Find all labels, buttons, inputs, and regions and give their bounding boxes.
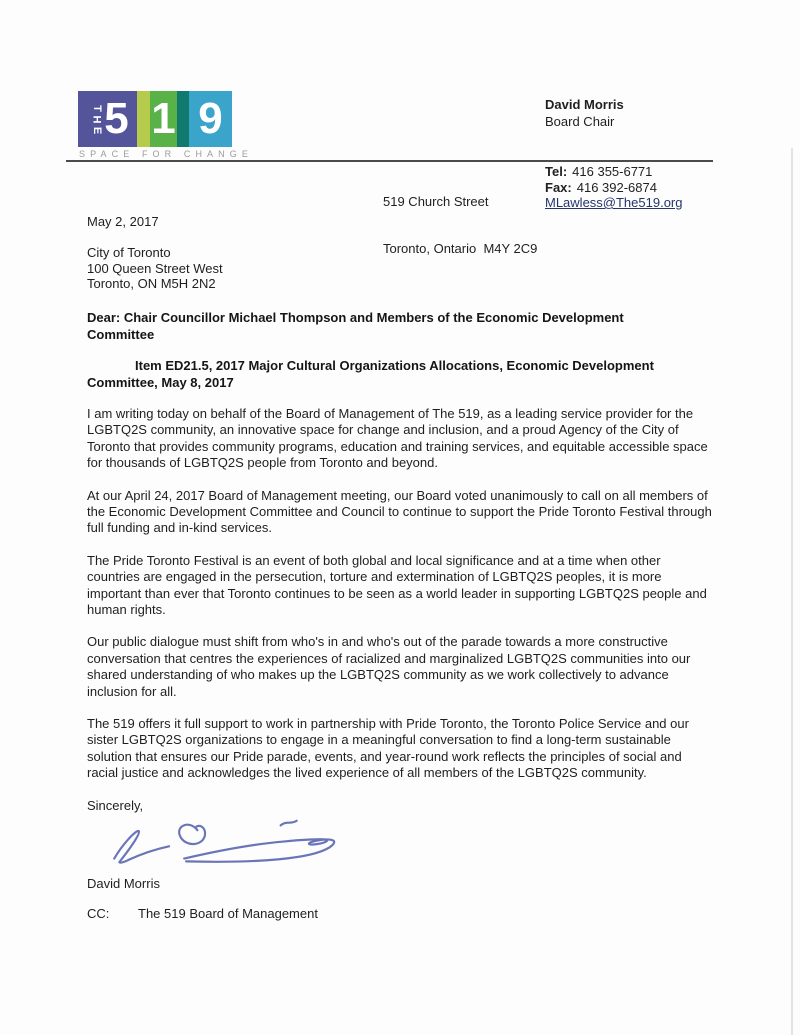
logo-letter-h: H xyxy=(90,115,103,123)
scan-edge-artifact xyxy=(791,148,793,1035)
salutation: Dear: Chair Councillor Michael Thompson and Members of the Economic Development Committee xyxy=(87,309,624,342)
email-line xyxy=(545,195,682,211)
letter-paragraph: I am writing today on behalf of the Board of Management of The 519, as a leading service provider for the LGBTQ2S community, an innovative space for change and inclusion, and a proud Agency of the City of Toronto that provides community programs, education and training services, and equitable accessible space for thousands of LGBTQ2S people from Toronto and beyond. xyxy=(87,405,708,471)
closing: Sincerely, xyxy=(87,797,144,813)
logo-the-text xyxy=(86,103,106,136)
letter-date: May 2, 2017 xyxy=(87,214,159,229)
handwritten-signature xyxy=(93,816,715,872)
tel-value: 416 355-6771 xyxy=(572,164,653,179)
the519-logo xyxy=(78,91,232,147)
logo-teal-stripe xyxy=(177,91,189,147)
contact-block xyxy=(545,164,682,211)
fax-label: Fax: xyxy=(545,179,572,195)
letter-paragraph: The Pride Toronto Festival is an event of both global and local significance and at a time when other countries are engaged in the persecution, torture and extermination of LGBTQ2S peoples, it is more important than ever that Toronto continues to be seen as a world leader in supporting LGBTQ2S people and human rights. xyxy=(87,552,707,617)
logo-digit-9-block xyxy=(189,91,232,147)
signer-name: David Morris xyxy=(87,876,160,892)
recipient-address xyxy=(87,245,715,292)
contact-name: David Morris xyxy=(545,97,624,112)
org-address-line1: 519 Church Street xyxy=(383,194,489,209)
logo-lime-stripe xyxy=(137,91,150,147)
logo-block-the5 xyxy=(78,91,137,147)
recipient-line3: Toronto, ON M5H 2N2 xyxy=(87,276,216,292)
letter-paragraph: At our April 24, 2017 Board of Management meeting, our Board voted unanimously to call on all members of the Economic Development Committee and Council to continue to support the Pride Toronto Festival through full funding and in-kind services. xyxy=(87,487,712,536)
contact-title: Board Chair xyxy=(545,114,615,129)
fax-value: 416 392-6874 xyxy=(576,179,657,195)
tel-line xyxy=(545,164,682,180)
logo-digit-5: 5 xyxy=(104,94,129,143)
recipient-line1: City of Toronto xyxy=(87,245,171,261)
header-divider xyxy=(66,160,713,162)
cc-value: The 519 Board of Management xyxy=(138,905,318,921)
board-chair-block xyxy=(545,96,624,130)
signature-ink xyxy=(93,816,351,868)
recipient-line2: 100 Queen Street West xyxy=(87,260,223,276)
logo-digit-1-block xyxy=(150,91,177,147)
tel-label: Tel: xyxy=(545,164,568,179)
logo-letter-t: T xyxy=(90,104,103,112)
logo-digit-1: 1 xyxy=(151,94,176,143)
fax-line xyxy=(545,180,682,196)
cc-line xyxy=(87,906,715,922)
letter-body xyxy=(87,214,715,922)
email-link[interactable]: MLawless@The519.org xyxy=(545,195,683,210)
letter-paragraph: Our public dialogue must shift from who's in and who's out of the parade towards a more constructive conversation that centres the experiences of racialized and marginalized LGBTQ2S communities into our shared understanding of who makes up the LGBTQ2S community as we work collectively to advance inclusion for all. xyxy=(87,634,691,699)
org-address-line2: Toronto, Ontario M4Y 2C9 xyxy=(383,240,538,256)
logo-digit-9: 9 xyxy=(198,94,223,143)
logo-tagline: SPACE FOR CHANGE xyxy=(79,149,253,159)
subject-line: Item ED21.5, 2017 Major Cultural Organizations Allocations, Economic Development Committee, May 8, 2017 xyxy=(87,357,654,390)
cc-label: CC: xyxy=(87,905,110,921)
logo-letter-e: E xyxy=(90,126,103,134)
letter-paragraph: The 519 offers it full support to work in partnership with Pride Toronto, the Toronto Police Service and our sister LGBTQ2S organizations to engage in a meaningful conversation to find a long-term sustainable solution that ensures our Pride parade, events, and year-round work reflects the principles of social and racial justice and acknowledges the lived experience of all members of the LGBTQ2S community. xyxy=(87,716,689,781)
